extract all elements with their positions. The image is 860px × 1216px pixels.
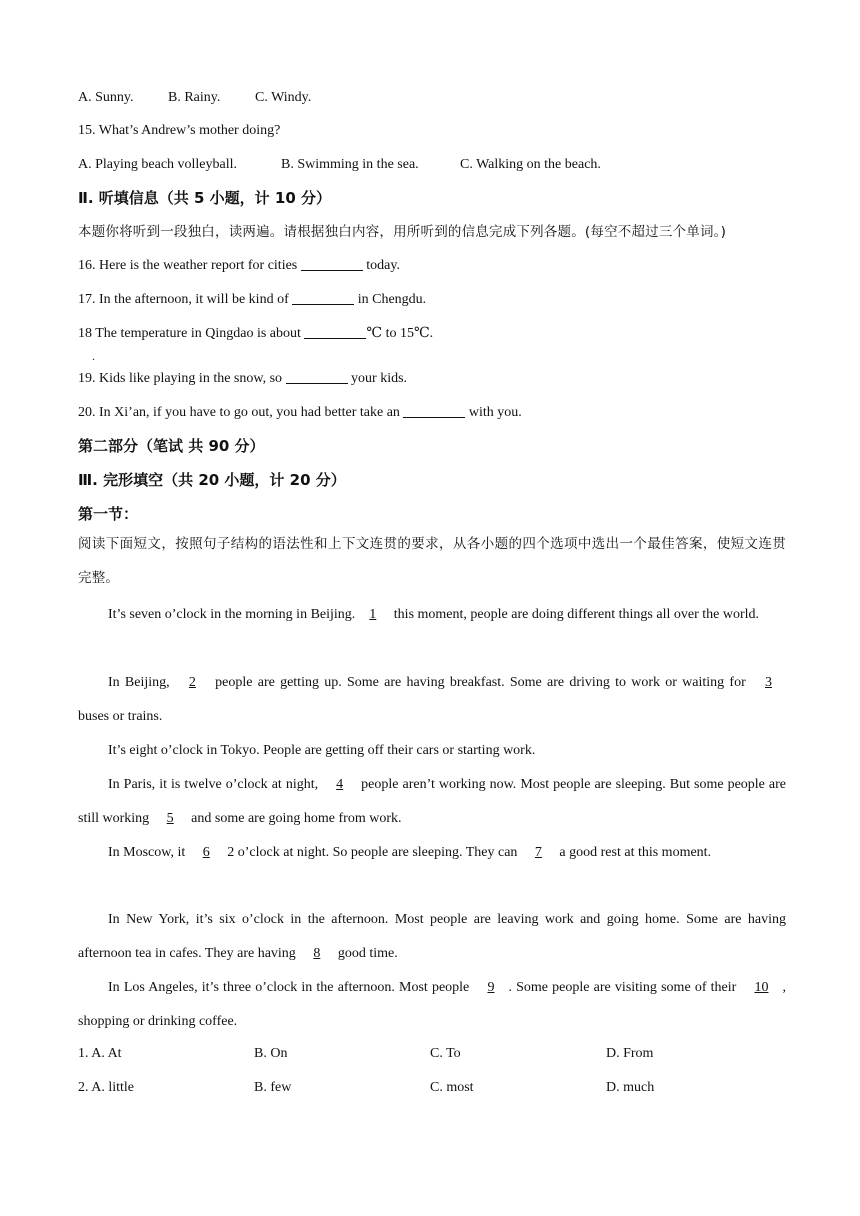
cloze-blank-2: 2 xyxy=(188,675,196,690)
answer-blank xyxy=(301,256,363,271)
answer-blank xyxy=(403,403,465,418)
passage-text: In Beijing, xyxy=(108,675,175,690)
section2-heading: Ⅱ. 听填信息（共 5 小题，计 10 分） xyxy=(78,189,332,207)
q14-option-c: C. Windy. xyxy=(255,90,312,105)
passage-text: In Moscow, it xyxy=(108,845,189,860)
item-16-text: 16. Here is the weather report for cities xyxy=(78,258,301,273)
item-18 xyxy=(78,324,434,363)
passage-paragraph-2 xyxy=(78,666,786,734)
q14-option-a: A. Sunny. xyxy=(78,90,134,105)
item-17 xyxy=(78,290,426,310)
passage-text: 2 o’clock at night. So people are sleeping. They can xyxy=(223,845,521,860)
q15-question: 15. What’s Andrew’s mother doing? xyxy=(78,123,281,138)
choice-1-a: 1. A. At xyxy=(78,1046,122,1061)
q14-option-b: B. Rainy. xyxy=(168,90,221,105)
item-17-text-end: in Chengdu. xyxy=(354,292,427,307)
passage-text: , shopping or drinking coffee. xyxy=(78,980,786,1029)
q15-option-a: A. Playing beach volleyball. xyxy=(78,157,238,172)
choice-2-c: C. most xyxy=(430,1080,474,1095)
choice-1-d: D. From xyxy=(606,1046,654,1061)
cloze-blank-9: 9 xyxy=(487,980,495,995)
cloze-blank-3: 3 xyxy=(765,675,772,690)
answer-blank xyxy=(286,369,348,384)
item-18-text-end: ℃ to 15℃. xyxy=(366,326,434,341)
item-17-text: 17. In the afternoon, it will be kind of xyxy=(78,292,293,307)
passage-text: buses or trains. xyxy=(78,709,163,724)
choice-2-a: 2. A. little xyxy=(78,1080,134,1095)
section2-instructions: 本题你将听到一段独白，读两遍。请根据独白内容，用所听到的信息完成下列各题。(每空不超过三个单词。) xyxy=(78,224,727,240)
item-16-text-end: today. xyxy=(362,258,400,273)
q15-option-c: C. Walking on the beach. xyxy=(460,157,601,172)
cloze-blank-8: 8 xyxy=(313,946,321,961)
passage-text: this moment, people are doing different things all over the world. xyxy=(390,607,760,622)
passage-text: . Some people are visiting some of their xyxy=(508,980,741,995)
item-20 xyxy=(78,403,522,423)
section3-heading: Ⅲ. 完形填空（共 20 小题，计 20 分） xyxy=(78,471,346,489)
passage-text: good time. xyxy=(334,946,398,961)
passage-text: It’s seven o’clock in the morning in Beijing. xyxy=(108,607,356,622)
cloze-blank-10: 10 xyxy=(754,980,769,995)
passage-text: people are getting up. Some are having breakfast. Some are driving to work or waiting for xyxy=(209,675,751,690)
passage-paragraph-3: It’s eight o’clock in Tokyo. People are getting off their cars or starting work. xyxy=(108,743,536,758)
passage-paragraph-4 xyxy=(78,768,786,836)
choice-1-b: B. On xyxy=(254,1046,288,1061)
cloze-blank-6: 6 xyxy=(202,845,210,860)
item-19 xyxy=(78,369,407,389)
cloze-blank-4: 4 xyxy=(336,777,344,792)
choice-1-c: C. To xyxy=(430,1046,461,1061)
cloze-blank-7: 7 xyxy=(534,845,542,860)
item-18-dot: . xyxy=(92,349,95,363)
item-19-text-end: your kids. xyxy=(347,371,408,386)
passage-text: In Los Angeles, it’s three o’clock in the afternoon. Most people xyxy=(108,980,474,995)
item-19-text: 19. Kids like playing in the snow, so xyxy=(78,371,286,386)
answer-blank xyxy=(292,290,354,305)
passage-paragraph-6 xyxy=(78,903,786,971)
choice-2-d: D. much xyxy=(606,1080,655,1095)
item-16 xyxy=(78,256,400,276)
answer-blank xyxy=(304,324,366,339)
passage-text: people aren’t working now. Most people are sleeping. But some people are still working xyxy=(78,777,786,826)
section3-subsection: 第一节： xyxy=(78,505,139,523)
cloze-blank-5: 5 xyxy=(166,811,174,826)
passage-text: and some are going home from work. xyxy=(187,811,402,826)
passage-text: In Paris, it is twelve o’clock at night, xyxy=(108,777,323,792)
choice-2-b: B. few xyxy=(254,1080,292,1095)
passage-text: a good rest at this moment. xyxy=(555,845,712,860)
item-20-text: 20. In Xi’an, if you have to go out, you had better take an xyxy=(78,405,404,420)
passage-paragraph-1 xyxy=(78,598,786,632)
item-20-text-end: with you. xyxy=(465,405,522,420)
q15-option-b: B. Swimming in the sea. xyxy=(281,157,419,172)
item-18-text: 18 The temperature in Qingdao is about xyxy=(78,326,305,341)
passage-paragraph-5 xyxy=(78,836,786,870)
passage-text: In New York, it’s six o’clock in the afternoon. Most people are leaving work and going home. Some are having afternoon tea in cafes. They are having xyxy=(78,912,786,961)
cloze-blank-1: 1 xyxy=(369,607,377,622)
section3-instructions: 阅读下面短文，按照句子结构的语法性和上下文连贯的要求，从各小题的四个选项中选出一个最佳答案，使短文连贯完整。 xyxy=(78,536,786,586)
part2-heading: 第二部分（笔试 共 90 分） xyxy=(78,437,265,455)
passage-paragraph-7 xyxy=(78,971,786,1039)
